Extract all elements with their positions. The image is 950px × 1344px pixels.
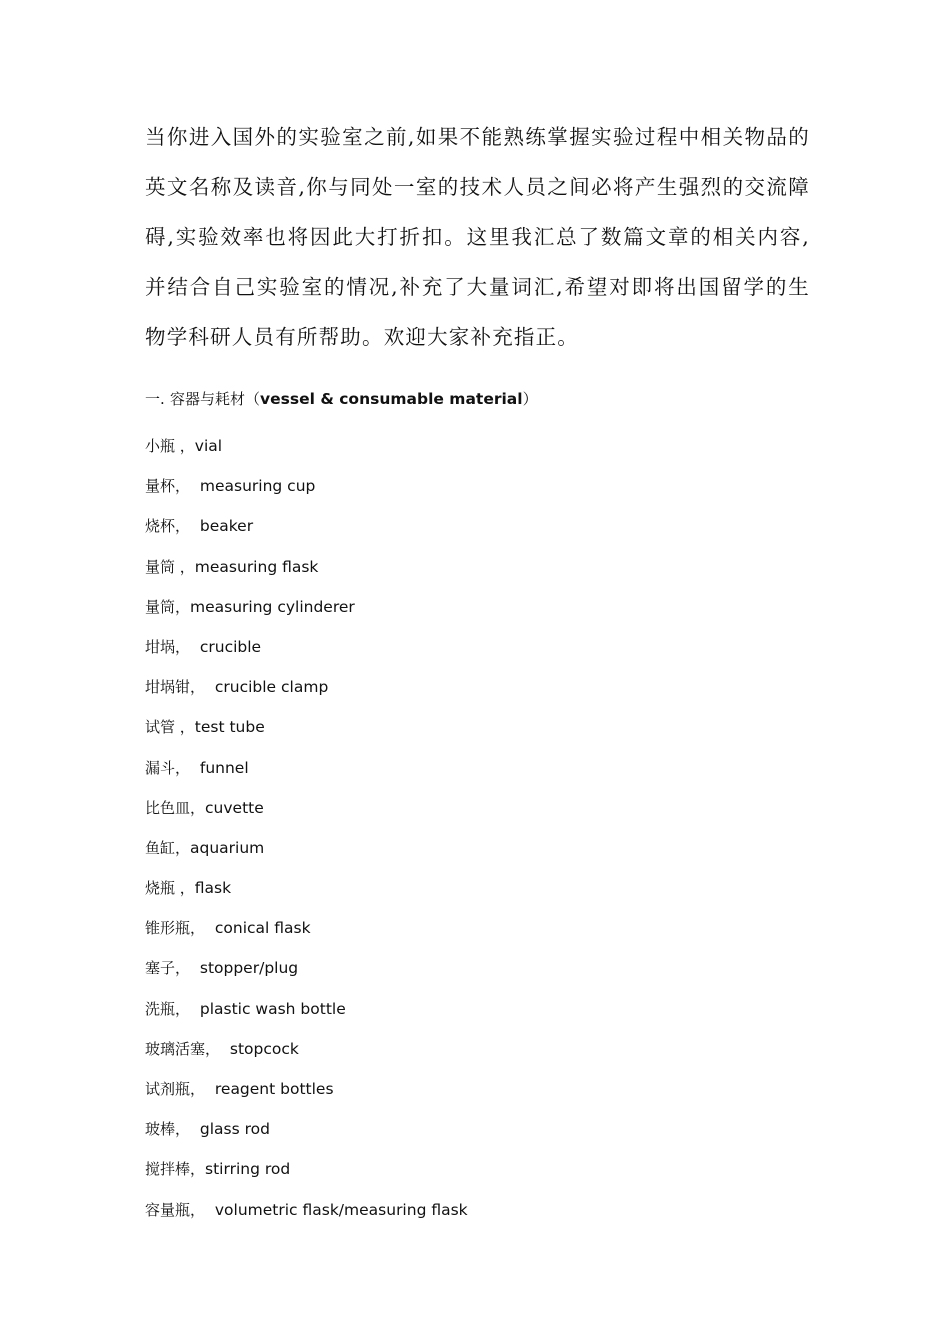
vocab-term-cn: 容量瓶， [145, 1200, 206, 1219]
vocab-term-cn: 塞子， [145, 959, 191, 978]
vocab-item [145, 1157, 468, 1197]
vocab-term-en: plastic wash bottle [190, 999, 346, 1018]
vocab-item [145, 555, 468, 595]
vocab-item [145, 675, 468, 715]
vocab-item [145, 956, 468, 996]
vocab-term-en: stopcock [220, 1039, 299, 1058]
vocab-term-en: test tube [194, 718, 265, 737]
vocab-term-en: vial [194, 437, 223, 455]
vocab-term-cn: 试剂瓶， [145, 1080, 206, 1098]
vocab-term-cn: 玻棒， [145, 1120, 191, 1139]
section-title-en: vessel & consumable material [260, 390, 523, 408]
vocabulary-list [145, 434, 468, 1238]
vocab-term-en: conical flask [205, 919, 311, 938]
section-number: 一. [145, 390, 165, 408]
vocab-term-en: volumetric flask/measuring flask [205, 1200, 468, 1219]
vocab-term-en: stopper/plug [190, 959, 299, 978]
vocab-term-cn: 漏斗， [145, 758, 191, 777]
vocab-term-cn: 坩埚钳， [145, 678, 206, 697]
vocab-item [145, 474, 468, 514]
vocab-term-cn: 小瓶 ， [145, 437, 195, 455]
vocab-item [145, 916, 468, 956]
vocab-term-cn: 坩埚， [145, 637, 191, 656]
vocab-term-en: glass rod [190, 1120, 270, 1139]
intro-paragraph: 当你进入国外的实验室之前,如果不能熟练掌握实验过程中相关物品的英文名称及读音,你与同处一室的技术人员之间必将产生强烈的交流障碍,实验效率也将因此大打折扣。这里我汇总了数篇文章的相关内容,并结合自己实验室的情况,补充了大量词汇,希望对即将出国留学的生物学科研人员有所帮助。欢迎大家补充指正。 [145, 125, 810, 349]
vocab-item [145, 1198, 468, 1238]
section-title-cn: 容器与耗材（ [170, 390, 261, 408]
vocab-term-en: cuvette [205, 798, 264, 817]
vocab-term-en: crucible clamp [205, 678, 329, 697]
vocab-item [145, 635, 468, 675]
vocab-term-cn: 洗瓶， [145, 999, 191, 1018]
vocab-item [145, 595, 468, 635]
vocab-term-en: measuring flask [194, 557, 319, 576]
vocab-item [145, 997, 468, 1037]
vocab-item [145, 1117, 468, 1157]
vocab-term-cn: 锥形瓶， [145, 919, 206, 938]
vocab-term-en: crucible [190, 637, 262, 656]
vocab-item [145, 1037, 468, 1077]
vocab-item [145, 756, 468, 796]
vocab-term-cn: 烧瓶 ， [145, 879, 195, 898]
vocab-item [145, 1077, 468, 1117]
vocab-term-en: beaker [190, 517, 254, 536]
vocab-item [145, 836, 468, 876]
vocab-term-cn: 试管 ， [145, 718, 195, 737]
vocab-item [145, 514, 468, 554]
vocab-term-en: flask [194, 879, 232, 898]
vocab-term-cn: 烧杯， [145, 517, 191, 536]
vocab-term-cn: 玻璃活塞， [145, 1039, 221, 1058]
vocab-term-en: aquarium [190, 838, 265, 857]
vocab-item [145, 434, 468, 474]
vocab-term-en: stirring rod [205, 1160, 291, 1179]
section-title-close: ） [522, 390, 538, 408]
vocab-item [145, 715, 468, 755]
section-heading [145, 387, 538, 411]
vocab-term-cn: 鱼缸， [145, 838, 191, 857]
vocab-term-en: reagent bottles [205, 1080, 334, 1098]
vocab-term-cn: 量杯， [145, 477, 191, 496]
vocab-term-cn: 量筒 ， [145, 557, 195, 576]
vocab-item [145, 796, 468, 836]
vocab-term-en: measuring cylinderer [190, 597, 355, 616]
vocab-item [145, 876, 468, 916]
vocab-term-en: measuring cup [190, 477, 316, 496]
vocab-term-en: funnel [190, 758, 249, 777]
vocab-term-cn: 量筒， [145, 597, 191, 616]
vocab-term-cn: 搅拌棒， [145, 1160, 206, 1179]
vocab-term-cn: 比色皿， [145, 798, 206, 817]
